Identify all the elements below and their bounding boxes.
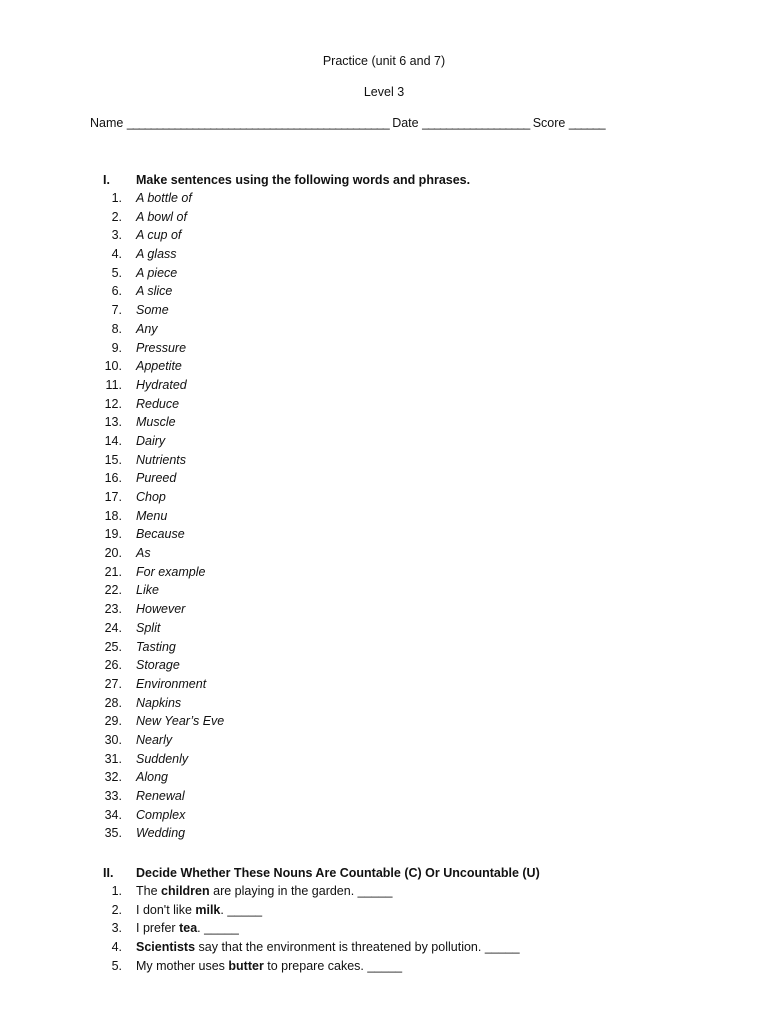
word-list-item xyxy=(0,469,768,488)
item-word: However xyxy=(136,602,186,617)
item-number: 1. xyxy=(111,884,122,898)
item-number: 4. xyxy=(111,247,122,262)
item-word: Environment xyxy=(136,676,207,691)
item-word: Renewal xyxy=(136,789,185,803)
score-blank: ______ xyxy=(568,116,605,130)
item-word: Like xyxy=(136,583,159,598)
item-word: Tasting xyxy=(136,639,176,654)
item-number: 9. xyxy=(111,340,122,355)
word-list-item xyxy=(0,413,768,432)
item-number: 20. xyxy=(104,546,122,561)
word-list-item xyxy=(0,376,768,395)
item-number: 11. xyxy=(105,377,122,392)
item-number: 5. xyxy=(111,958,122,973)
item-word: Split xyxy=(136,620,161,635)
item-number: 21. xyxy=(104,564,122,579)
section-2-sentence-list xyxy=(0,882,768,975)
item-word: A bowl of xyxy=(136,209,187,224)
section-1-instruction: Make sentences using the following words and phrases. xyxy=(136,173,471,187)
word-list-item xyxy=(0,806,768,825)
target-noun: milk xyxy=(195,902,221,917)
item-number: 1. xyxy=(111,191,122,205)
word-list-item xyxy=(0,339,768,358)
item-word: Pressure xyxy=(136,340,187,355)
item-number: 4. xyxy=(111,940,122,955)
item-word: A cup of xyxy=(136,228,182,243)
item-number: 34. xyxy=(104,807,122,822)
section-2-instruction: Decide Whether These Nouns Are Countable (C) Or Uncountable (U) xyxy=(136,866,540,880)
item-word: Storage xyxy=(136,658,180,673)
target-noun: Scientists xyxy=(136,940,196,955)
item-number: 13. xyxy=(104,415,122,430)
item-word: Wedding xyxy=(136,826,186,841)
item-number: 15. xyxy=(104,452,122,467)
item-sentence xyxy=(136,938,520,957)
word-list-item xyxy=(0,320,768,339)
item-word: New Year’s Eve xyxy=(136,714,225,729)
item-word: For example xyxy=(136,564,206,579)
item-number: 18. xyxy=(104,508,122,523)
item-word: Hydrated xyxy=(136,377,187,392)
item-number: 2. xyxy=(111,902,122,917)
item-number: 8. xyxy=(111,321,122,336)
date-blank: __________________ xyxy=(422,116,530,130)
target-noun: tea xyxy=(179,921,198,936)
item-word: A glass xyxy=(136,247,177,262)
item-word: A piece xyxy=(136,265,178,280)
item-number: 6. xyxy=(111,284,122,299)
word-list-item xyxy=(0,768,768,787)
sentence-list-item xyxy=(0,938,768,957)
word-list-item xyxy=(0,357,768,376)
worksheet-level: Level 3 xyxy=(363,85,405,99)
word-list-item xyxy=(0,750,768,769)
word-list-item xyxy=(0,600,768,619)
sentence-end: . _____ xyxy=(220,902,263,917)
item-word: Reduce xyxy=(136,396,180,411)
word-list-item xyxy=(0,488,768,507)
sentence-start: I prefer xyxy=(136,921,180,936)
word-list-item xyxy=(0,282,768,301)
sentence-end: to prepare cakes. _____ xyxy=(263,958,403,973)
sentence-start: The xyxy=(136,884,162,898)
item-number: 28. xyxy=(104,695,122,710)
item-word: Chop xyxy=(136,490,166,504)
word-list-item xyxy=(0,731,768,750)
date-label: Date xyxy=(392,116,419,130)
word-list-item xyxy=(0,432,768,451)
sentence-end: . _____ xyxy=(197,921,239,936)
item-word: Along xyxy=(136,770,168,785)
item-number: 17. xyxy=(104,490,122,504)
word-list-item xyxy=(0,675,768,694)
item-number: 32. xyxy=(104,770,122,785)
word-list-item xyxy=(0,226,768,245)
word-list-item xyxy=(0,301,768,320)
word-list-item xyxy=(0,638,768,657)
section-1-word-list xyxy=(0,189,768,843)
item-number: 14. xyxy=(104,433,122,448)
student-info-line xyxy=(90,116,690,130)
item-word: Some xyxy=(136,303,169,318)
word-list-item xyxy=(0,208,768,227)
word-list-item xyxy=(0,507,768,526)
item-word: Menu xyxy=(136,508,168,523)
item-word: Napkins xyxy=(136,695,182,710)
sentence-list-item xyxy=(0,882,768,901)
item-number: 3. xyxy=(111,921,122,936)
item-sentence xyxy=(136,882,392,901)
item-word: Suddenly xyxy=(136,751,189,766)
item-number: 5. xyxy=(111,265,122,280)
item-number: 25. xyxy=(104,639,122,654)
target-noun: children xyxy=(161,884,210,898)
item-number: 12. xyxy=(104,396,122,411)
item-sentence xyxy=(136,901,262,920)
word-list-item xyxy=(0,787,768,806)
item-word: A slice xyxy=(136,284,173,299)
item-number: 24. xyxy=(104,620,122,635)
word-list-item xyxy=(0,581,768,600)
item-number: 31. xyxy=(104,751,122,766)
item-sentence xyxy=(136,957,402,976)
item-number: 35. xyxy=(104,826,122,841)
word-list-item xyxy=(0,694,768,713)
word-list-item xyxy=(0,619,768,638)
item-number: 29. xyxy=(104,714,122,729)
sentence-end: say that the environment is threatened by pollution. _____ xyxy=(195,940,520,955)
item-number: 27. xyxy=(104,676,122,691)
word-list-item xyxy=(0,656,768,675)
item-word: As xyxy=(136,546,151,561)
item-sentence xyxy=(136,919,239,938)
item-word: Dairy xyxy=(136,433,166,448)
item-number: 26. xyxy=(104,658,122,673)
item-word: Pureed xyxy=(136,471,177,486)
item-number: 23. xyxy=(104,602,122,617)
sentence-list-item xyxy=(0,919,768,938)
item-word: Any xyxy=(136,321,158,336)
item-word: Muscle xyxy=(136,415,176,430)
item-word: Because xyxy=(136,527,185,542)
item-number: 16. xyxy=(104,471,122,486)
sentence-list-item xyxy=(0,901,768,920)
worksheet-title: Practice (unit 6 and 7) xyxy=(322,54,446,68)
sentence-end: are playing in the garden. _____ xyxy=(209,884,393,898)
item-number: 2. xyxy=(111,209,122,224)
word-list-item xyxy=(0,189,768,208)
item-word: Nearly xyxy=(136,732,173,747)
item-word: Complex xyxy=(136,807,186,822)
word-list-item xyxy=(0,451,768,470)
word-list-item xyxy=(0,544,768,563)
target-noun: butter xyxy=(228,958,264,973)
word-list-item xyxy=(0,264,768,283)
section-1-numeral: I. xyxy=(103,173,110,187)
name-label: Name xyxy=(90,116,124,130)
word-list-item xyxy=(0,824,768,843)
name-blank: ____________________________________________ xyxy=(126,116,389,130)
item-word: A bottle of xyxy=(136,191,192,205)
word-list-item xyxy=(0,525,768,544)
word-list-item xyxy=(0,395,768,414)
sentence-list-item xyxy=(0,957,768,976)
word-list-item xyxy=(0,245,768,264)
item-number: 30. xyxy=(104,732,122,747)
item-number: 10. xyxy=(104,359,122,374)
item-number: 33. xyxy=(104,789,122,803)
item-number: 22. xyxy=(104,583,122,598)
item-number: 19. xyxy=(104,527,122,542)
item-word: Appetite xyxy=(136,359,182,374)
word-list-item xyxy=(0,712,768,731)
word-list-item xyxy=(0,563,768,582)
sentence-start: My mother uses xyxy=(136,958,229,973)
score-label: Score xyxy=(532,116,566,130)
item-number: 3. xyxy=(111,228,122,243)
item-word: Nutrients xyxy=(136,452,187,467)
section-2-numeral: II. xyxy=(103,866,114,880)
sentence-start: I don't like xyxy=(136,902,196,917)
item-number: 7. xyxy=(111,303,122,318)
